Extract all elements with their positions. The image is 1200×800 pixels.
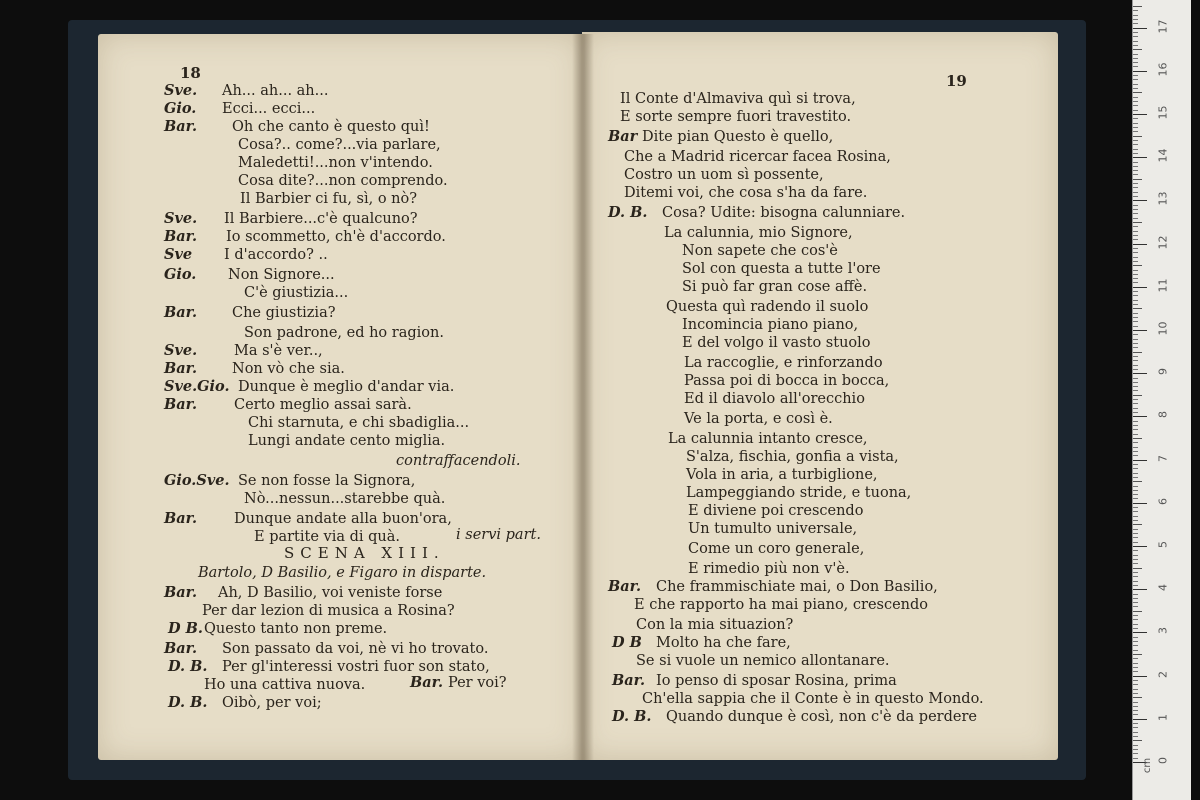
speaker-label: Bar. (164, 396, 198, 413)
ruler-tick (1133, 209, 1138, 210)
speaker-label: Bar. (164, 360, 198, 377)
verse-line: I d'accordo? .. (224, 247, 328, 263)
ruler-tick (1133, 58, 1138, 59)
ruler-tick (1133, 62, 1138, 63)
speaker-label: Gio. (164, 266, 197, 283)
ruler-number: 11 (1156, 278, 1170, 293)
ruler-tick (1133, 460, 1147, 461)
speaker-label: D. B. (612, 708, 652, 725)
speaker-label: Bar (608, 128, 638, 145)
ruler-tick (1133, 390, 1138, 391)
ruler-tick (1133, 727, 1138, 728)
ruler-tick (1133, 157, 1147, 158)
verse-line: Questa quì radendo il suolo (666, 299, 869, 315)
verse-line: Come un coro generale, (688, 541, 865, 557)
ruler-number: 2 (1156, 670, 1170, 678)
ruler-tick (1133, 572, 1138, 573)
stage-direction: Bartolo, D Basilio, e Figaro in disparte. (198, 565, 487, 581)
speaker-label: D. B. (608, 204, 648, 221)
ruler-tick (1133, 347, 1138, 348)
verse-line: Dunque andate alla buon'ora, (234, 511, 452, 527)
verse-line: Ed il diavolo all'orecchio (684, 391, 865, 407)
verse-line: E diviene poi crescendo (688, 503, 864, 519)
ruler-tick (1133, 200, 1147, 201)
ruler-tick (1133, 490, 1138, 491)
speaker-label: D B (612, 634, 642, 651)
ruler-tick (1133, 581, 1138, 582)
ruler-tick (1133, 244, 1147, 245)
verse-line: Dunque è meglio d'andar via. (238, 379, 455, 395)
verse-line: Vola in aria, a turbiglione, (686, 467, 878, 483)
verse-line: Ch'ella sappia che il Conte è in questo Mondo. (642, 691, 984, 707)
verse-line: Ah... ah... ah... (222, 83, 329, 99)
ruler-tick (1133, 602, 1138, 603)
ruler-number: 6 (1156, 497, 1170, 505)
verse-line: Ah, D Basilio, voi veniste forse (218, 585, 443, 601)
ruler-tick (1133, 481, 1142, 482)
verse-line: Ditemi voi, che cosa s'ha da fare. (624, 185, 868, 201)
ruler-tick (1133, 486, 1138, 487)
ruler-tick (1133, 524, 1142, 525)
ruler-number: 3 (1156, 627, 1170, 635)
ruler-tick (1133, 174, 1138, 175)
ruler-tick (1133, 352, 1142, 353)
verse-line: Costro un uom sì possente, (624, 167, 824, 183)
ruler-tick (1133, 693, 1138, 694)
ruler-tick (1133, 412, 1138, 413)
verse-line: Con la mia situazion? (636, 617, 794, 633)
verse-line: C'è giustizia... (244, 285, 349, 301)
verse-line: Non vò che sia. (232, 361, 345, 377)
page-number-right: 19 (946, 72, 967, 90)
verse-line: E del volgo il vasto stuolo (682, 335, 871, 351)
verse-line: Questo tanto non preme. (204, 621, 388, 637)
ruler-tick (1133, 680, 1138, 681)
ruler-tick (1133, 54, 1138, 55)
speaker-label: Sve.Gio. (164, 378, 230, 395)
ruler-tick (1133, 92, 1142, 93)
ruler-tick (1133, 144, 1138, 145)
ruler-number: 4 (1156, 584, 1170, 592)
speaker-label: Sve. (164, 82, 198, 99)
ruler-tick (1133, 641, 1138, 642)
ruler-tick (1133, 101, 1138, 102)
ruler-tick (1133, 41, 1138, 42)
verse-line: La calunnia, mio Signore, (664, 225, 853, 241)
ruler-tick (1133, 71, 1147, 72)
ruler-tick (1133, 719, 1147, 720)
ruler-tick (1133, 287, 1147, 288)
ruler-tick (1133, 28, 1147, 29)
ruler-tick (1133, 606, 1138, 607)
ruler-tick (1133, 628, 1138, 629)
verse-line: Il Barbier ci fu, sì, o nò? (240, 191, 418, 207)
verse-line: S'alza, fischia, gonfia a vista, (686, 449, 899, 465)
ruler-tick (1133, 313, 1138, 314)
verse-line: Per gl'interessi vostri fuor son stato, (222, 659, 490, 675)
ruler-tick (1133, 663, 1138, 664)
ruler-tick (1133, 732, 1138, 733)
ruler-tick (1133, 658, 1138, 659)
ruler-tick (1133, 326, 1138, 327)
ruler-tick (1133, 723, 1138, 724)
book-gutter (572, 34, 594, 760)
verse-line: Son padrone, ed ho ragion. (244, 325, 444, 341)
ruler-tick (1133, 568, 1142, 569)
speaker-label: Bar. (164, 304, 198, 321)
verse-line: Ve la porta, e così è. (684, 411, 833, 427)
ruler-tick (1133, 330, 1147, 331)
ruler-tick (1133, 477, 1138, 478)
verse-line: E rimedio più non v'è. (688, 561, 850, 577)
verse-line: Per dar lezion di musica a Rosina? (202, 603, 455, 619)
ruler-number: 15 (1156, 105, 1170, 120)
ruler-number: 8 (1156, 411, 1170, 419)
verse-line: Quando dunque è così, non c'è da perdere (666, 709, 977, 725)
ruler-tick (1133, 710, 1138, 711)
ruler-tick (1133, 598, 1138, 599)
ruler-number: 10 (1156, 321, 1170, 336)
ruler-tick (1133, 555, 1138, 556)
ruler-tick (1133, 231, 1138, 232)
ruler-tick (1133, 365, 1138, 366)
right-page (582, 32, 1058, 760)
speaker-label: Sve (164, 246, 193, 263)
verse-line: E partite via di quà. (254, 529, 401, 545)
ruler-tick (1133, 369, 1138, 370)
stage-direction: contraffacendoli. (396, 453, 521, 469)
ruler-tick (1133, 442, 1138, 443)
speaker-label: Bar. (612, 672, 646, 689)
ruler-tick (1133, 447, 1138, 448)
verse-line: Dite pian Questo è quello, (642, 129, 834, 145)
ruler-tick (1133, 23, 1138, 24)
ruler-tick (1133, 218, 1138, 219)
ruler-tick (1133, 270, 1138, 271)
ruler-tick (1133, 676, 1147, 677)
ruler-tick (1133, 455, 1138, 456)
speaker-label: D. B. (168, 658, 208, 675)
verse-line: Si può far gran cose affè. (682, 279, 868, 295)
ruler-number: 7 (1156, 454, 1170, 462)
ruler-tick (1133, 278, 1138, 279)
ruler-tick (1133, 585, 1138, 586)
ruler-tick (1133, 196, 1138, 197)
ruler-tick (1133, 645, 1138, 646)
verse-line: Certo meglio assai sarà. (234, 397, 412, 413)
ruler-tick (1133, 127, 1138, 128)
ruler-number: 5 (1156, 541, 1170, 548)
verse-line: Maledetti!...non v'intendo. (238, 155, 433, 171)
speaker-label: D B. (168, 620, 203, 637)
verse-line: Passa poi di bocca in bocca, (684, 373, 890, 389)
ruler-tick (1133, 317, 1138, 318)
verse-line: Il Barbiere...c'è qualcuno? (224, 211, 418, 227)
ruler-tick (1133, 179, 1142, 180)
verse-line: La calunnia intanto cresce, (668, 431, 868, 447)
verse-line: Son passato da voi, nè vi ho trovato. (222, 641, 489, 657)
verse-line: Chi starnuta, e chi sbadiglia... (248, 415, 470, 431)
measurement-ruler (1132, 0, 1191, 800)
ruler-tick (1133, 360, 1138, 361)
ruler-tick (1133, 689, 1138, 690)
ruler-tick (1133, 550, 1138, 551)
ruler-tick (1133, 395, 1142, 396)
verse-line: E sorte sempre fuori travestito. (620, 109, 852, 125)
ruler-tick (1133, 36, 1138, 37)
ruler-tick (1133, 235, 1138, 236)
speaker-label: Bar. (164, 640, 198, 657)
speaker-label: Bar. (164, 118, 198, 135)
ruler-tick (1133, 291, 1138, 292)
ruler-tick (1133, 339, 1138, 340)
ruler-number: 12 (1156, 235, 1170, 250)
ruler-tick (1133, 429, 1138, 430)
verse-line: Non Signore... (228, 267, 335, 283)
ruler-tick (1133, 507, 1138, 508)
ruler-tick (1133, 403, 1138, 404)
ruler-tick (1133, 473, 1138, 474)
verse-line: Molto ha che fare, (656, 635, 791, 651)
ruler-tick (1133, 166, 1138, 167)
verse-line: Io penso di sposar Rosina, prima (656, 673, 897, 689)
ruler-tick (1133, 533, 1138, 534)
verse-line: Che giustizia? (232, 305, 336, 321)
ruler-tick (1133, 356, 1138, 357)
ruler-tick (1133, 300, 1138, 301)
left-page (98, 34, 582, 760)
ruler-tick (1133, 226, 1138, 227)
speaker-label: Sve. (164, 342, 198, 359)
ruler-tick (1133, 282, 1138, 283)
ruler-tick (1133, 162, 1138, 163)
speaker-label: Bar. (164, 584, 198, 601)
ruler-tick (1133, 192, 1138, 193)
ruler-tick (1133, 308, 1142, 309)
ruler-tick (1133, 425, 1138, 426)
ruler-number: 9 (1156, 368, 1170, 376)
ruler-tick (1133, 183, 1138, 184)
ruler-tick (1133, 32, 1138, 33)
verse-line: Per voi? (448, 675, 507, 691)
ruler-tick (1133, 706, 1138, 707)
ruler-tick (1133, 49, 1142, 50)
verse-line: Cosa? Udite: bisogna calunniare. (662, 205, 906, 221)
ruler-tick (1133, 10, 1138, 11)
ruler-tick (1133, 79, 1138, 80)
ruler-number: 1 (1156, 713, 1170, 721)
verse-line: La raccoglie, e rinforzando (684, 355, 883, 371)
ruler-unit: cm (1142, 757, 1154, 774)
verse-line: Cosa?.. come?...via parlare, (238, 137, 441, 153)
stage-direction: i servi part. (456, 527, 541, 543)
ruler-tick (1133, 753, 1138, 754)
ruler-tick (1133, 239, 1138, 240)
ruler-tick (1133, 334, 1138, 335)
ruler-tick (1133, 170, 1138, 171)
ruler-tick (1133, 118, 1138, 119)
verse-line: Che frammischiate mai, o Don Basilio, (656, 579, 938, 595)
ruler-tick (1133, 187, 1138, 188)
ruler-tick (1133, 637, 1138, 638)
ruler-tick (1133, 494, 1138, 495)
verse-line: Che a Madrid ricercar facea Rosina, (624, 149, 891, 165)
ruler-tick (1133, 123, 1138, 124)
ruler-tick (1133, 563, 1138, 564)
verse-line: Oh che canto è questo quì! (232, 119, 430, 135)
ruler-tick (1133, 624, 1138, 625)
ruler-tick (1133, 110, 1138, 111)
verse-line: Ho una cattiva nuova. (204, 677, 366, 693)
verse-line: Non sapete che cos'è (682, 243, 838, 259)
verse-line: Sol con questa a tutte l'ore (682, 261, 881, 277)
ruler-tick (1133, 702, 1138, 703)
ruler-tick (1133, 684, 1138, 685)
ruler-tick (1133, 451, 1138, 452)
speaker-label: Bar. (164, 510, 198, 527)
ruler-tick (1133, 88, 1138, 89)
ruler-tick (1133, 421, 1138, 422)
ruler-tick (1133, 576, 1138, 577)
ruler-tick (1133, 386, 1138, 387)
ruler-tick (1133, 222, 1142, 223)
verse-line: Il Conte d'Almaviva quì si trova, (620, 91, 856, 107)
verse-line: Un tumulto universale, (688, 521, 858, 537)
verse-line: Se si vuole un nemico allontanare. (636, 653, 890, 669)
ruler-tick (1133, 205, 1138, 206)
ruler-tick (1133, 136, 1142, 137)
ruler-tick (1133, 529, 1138, 530)
verse-line: Oibò, per voi; (222, 695, 322, 711)
ruler-tick (1133, 749, 1138, 750)
ruler-number: 13 (1156, 191, 1170, 206)
ruler-tick (1133, 468, 1138, 469)
ruler-tick (1133, 697, 1142, 698)
ruler-tick (1133, 66, 1138, 67)
ruler-tick (1133, 304, 1138, 305)
ruler-tick (1133, 274, 1138, 275)
ruler-tick (1133, 736, 1138, 737)
ruler-tick (1133, 149, 1138, 150)
speaker-label: D. B. (168, 694, 208, 711)
ruler-tick (1133, 615, 1138, 616)
ruler-tick (1133, 758, 1138, 759)
ruler-tick (1133, 537, 1138, 538)
ruler-tick (1133, 619, 1138, 620)
scene-heading: SCENA XIII. (284, 544, 445, 562)
ruler-tick (1133, 6, 1142, 7)
ruler-tick (1133, 559, 1138, 560)
ruler-tick (1133, 15, 1138, 16)
ruler-tick (1133, 105, 1138, 106)
ruler-tick (1133, 520, 1138, 521)
ruler-tick (1133, 373, 1147, 374)
ruler-tick (1133, 542, 1138, 543)
verse-line: Nò...nessun...starebbe quà. (244, 491, 446, 507)
ruler-tick (1133, 632, 1147, 633)
verse-line: Se non fosse la Signora, (238, 473, 416, 489)
ruler-tick (1133, 546, 1147, 547)
ruler-tick (1133, 714, 1138, 715)
ruler-tick (1133, 84, 1138, 85)
verse-line: Lampeggiando stride, e tuona, (686, 485, 912, 501)
verse-line: Ecci... ecci... (222, 101, 316, 117)
speaker-label: Bar. (164, 228, 198, 245)
verse-line: Lungi andate cento miglia. (248, 433, 446, 449)
verse-line: Io scommetto, ch'è d'accordo. (226, 229, 446, 245)
ruler-number: 16 (1156, 62, 1170, 77)
ruler-tick (1133, 261, 1138, 262)
ruler-tick (1133, 408, 1138, 409)
ruler-tick (1133, 594, 1138, 595)
verse-line: Cosa dite?...non comprendo. (238, 173, 448, 189)
ruler-tick (1133, 511, 1138, 512)
ruler-tick (1133, 75, 1138, 76)
speaker-label: Bar. (608, 578, 642, 595)
ruler-tick (1133, 382, 1138, 383)
ruler-tick (1133, 399, 1138, 400)
speaker-label: Bar. (410, 674, 444, 691)
ruler-number: 0 (1156, 757, 1170, 764)
verse-line: E che rapporto ha mai piano, crescendo (634, 597, 929, 613)
ruler-tick (1133, 516, 1138, 517)
ruler-tick (1133, 97, 1138, 98)
verse-line: Incomincia piano piano, (682, 317, 859, 333)
ruler-tick (1133, 114, 1147, 115)
ruler-tick (1133, 740, 1142, 741)
ruler-tick (1133, 213, 1138, 214)
ruler-tick (1133, 257, 1138, 258)
ruler-tick (1133, 252, 1138, 253)
ruler-tick (1133, 503, 1147, 504)
speaker-label: Sve. (164, 210, 198, 227)
ruler-tick (1133, 434, 1138, 435)
ruler-tick (1133, 378, 1138, 379)
speaker-label: Gio.Sve. (164, 472, 230, 489)
ruler-tick (1133, 671, 1138, 672)
page-number-left: 18 (180, 64, 201, 82)
ruler-tick (1133, 498, 1138, 499)
ruler-tick (1133, 438, 1142, 439)
ruler-tick (1133, 295, 1138, 296)
speaker-label: Gio. (164, 100, 197, 117)
ruler-tick (1133, 667, 1138, 668)
ruler-number: 14 (1156, 148, 1170, 163)
ruler-tick (1133, 140, 1138, 141)
ruler-tick (1133, 589, 1147, 590)
ruler-tick (1133, 19, 1138, 20)
verse-line: Ma s'è ver.., (234, 343, 323, 359)
ruler-tick (1133, 131, 1138, 132)
ruler-tick (1133, 45, 1138, 46)
ruler-tick (1133, 745, 1138, 746)
ruler-tick (1133, 248, 1138, 249)
ruler-tick (1133, 321, 1138, 322)
ruler-tick (1133, 650, 1138, 651)
ruler-tick (1133, 654, 1142, 655)
ruler-tick (1133, 416, 1147, 417)
ruler-tick (1133, 265, 1142, 266)
ruler-tick (1133, 464, 1138, 465)
ruler-tick (1133, 611, 1142, 612)
ruler-tick (1133, 343, 1138, 344)
ruler-number: 17 (1156, 19, 1170, 34)
ruler-tick (1133, 153, 1138, 154)
